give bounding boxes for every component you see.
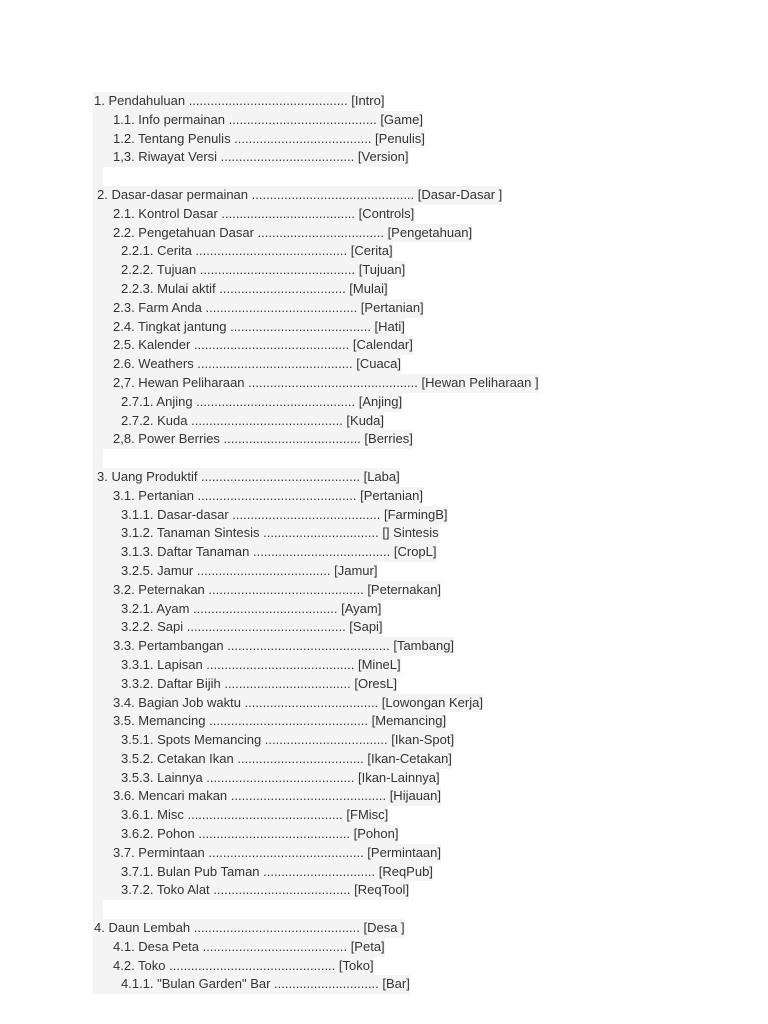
- toc-entry: [93, 825, 398, 844]
- toc-entry: [93, 336, 413, 355]
- toc-entry: [93, 111, 423, 130]
- toc-entry-text: 2,8. Power Berries ...................................... [Berries]: [113, 431, 413, 447]
- toc-entry-text: 1. Pendahuluan ............................................ [Intro]: [94, 93, 385, 108]
- toc-entry: [93, 374, 539, 393]
- toc-entry-text: 3.5.2. Cetakan Ikan ................................... [Ikan-Cetakan]: [121, 750, 452, 766]
- toc-entry: [93, 938, 385, 957]
- toc-entry: [93, 863, 433, 882]
- toc-entry: [93, 242, 393, 261]
- toc-entry: [93, 393, 402, 412]
- toc-entry-text: 3.1.2. Tanaman Sintesis ................................ [] Sintesis: [121, 525, 439, 541]
- toc-entry-text: 2.2.2. Tujuan ........................................... [Tujuan]: [121, 262, 406, 278]
- toc-entry: [93, 224, 472, 243]
- toc-entry-text: 2. Dasar-dasar permainan ............................................. [Dasar-Dasar ]: [97, 186, 503, 202]
- toc-entry: [93, 261, 405, 280]
- toc-entry-text: 2.6. Weathers ........................................... [Cuaca]: [113, 356, 402, 372]
- toc-entry-text: 3.6.2. Pohon .......................................... [Pohon]: [121, 826, 399, 842]
- toc-entry-text: 3.2.5. Jamur ..................................... [Jamur]: [121, 562, 378, 578]
- toc-entry: [93, 731, 454, 750]
- toc-entry-text: 3.6.1. Misc ........................................... [FMisc]: [121, 807, 389, 823]
- toc-entry: [93, 524, 439, 543]
- toc-entry-text: 4.1. Desa Peta ........................................ [Peta]: [113, 938, 385, 954]
- toc-entry: [93, 543, 437, 562]
- toc-entry-text: 2.7.1. Anjing ............................................ [Anjing]: [121, 393, 403, 409]
- toc-entry: [93, 205, 414, 224]
- toc-entry: [93, 506, 448, 525]
- toc-entry: [93, 769, 440, 788]
- toc-entry-text: 4.1.1. "Bulan Garden" Bar ............................. [Bar]: [121, 976, 410, 992]
- toc-entry-text: 2.1. Kontrol Dasar ..................................... [Controls]: [113, 205, 415, 221]
- toc-entry: [93, 148, 409, 167]
- toc-entry: [93, 919, 405, 938]
- toc-entry: [93, 637, 454, 656]
- toc-entry-text: 1.2. Tentang Penulis ...................................... [Penulis]: [113, 130, 425, 146]
- toc-entry: [93, 975, 410, 994]
- toc-entry-text: 3.5.3. Lainnya ......................................... [Ikan-Lainnya]: [121, 769, 440, 785]
- toc-entry-text: 3. Uang Produktif ............................................ [Laba]: [97, 468, 400, 484]
- toc-entry-text: 3.1.1. Dasar-dasar ......................................... [FarmingB]: [121, 506, 448, 522]
- toc-entry: [93, 787, 441, 806]
- toc-entry-text: 1.1. Info permainan ......................................... [Game]: [113, 111, 423, 127]
- toc-entry-text: 3.2.2. Sapi ............................................ [Sapi]: [121, 619, 383, 635]
- toc-entry: [93, 806, 388, 825]
- toc-entry: [93, 430, 413, 449]
- toc-entry-text: 3.7.2. Toko Alat ...................................... [ReqTool]: [121, 882, 410, 898]
- blank-line: [93, 449, 603, 468]
- toc-entry: [93, 468, 400, 487]
- toc-entry: [93, 562, 377, 581]
- toc-entry: [93, 712, 446, 731]
- toc-entry-text: 2.3. Farm Anda .......................................... [Pertanian]: [113, 299, 424, 315]
- toc-entry: [93, 694, 483, 713]
- toc-entry-text: 3.3. Pertambangan ............................................. [Tambang]: [113, 638, 455, 654]
- toc-entry-text: 3.2.1. Ayam ........................................ [Ayam]: [121, 600, 382, 616]
- toc-entry-text: 3.2. Peternakan ........................................... [Peternakan]: [113, 581, 442, 597]
- blank-line: [93, 900, 603, 919]
- toc-entry-text: 3.6. Mencari makan ........................................... [Hijauan]: [113, 788, 442, 804]
- toc-entry: [93, 92, 384, 111]
- toc-entry-text: 3.7.1. Bulan Pub Taman ............................... [ReqPub]: [121, 863, 433, 879]
- toc-entry: [93, 957, 374, 976]
- toc-entry: [93, 844, 441, 863]
- toc-entry: [93, 130, 425, 149]
- toc-entry: [93, 750, 452, 769]
- toc-entry-text: 3.7. Permintaan ........................................... [Permintaan]: [113, 844, 442, 860]
- toc-entry: [93, 280, 388, 299]
- toc-entry: [93, 355, 401, 374]
- toc-entry: [93, 487, 423, 506]
- toc-entry-text: 3.1. Pertanian ............................................ [Pertanian]: [113, 487, 423, 503]
- toc-entry: [93, 881, 409, 900]
- toc-entry-text: 2.7.2. Kuda .......................................... [Kuda]: [121, 412, 385, 428]
- toc-entry: [93, 318, 405, 337]
- blank-line-marker: [93, 900, 103, 919]
- blank-line-marker: [93, 449, 103, 468]
- blank-line: [93, 167, 603, 186]
- toc-entry: [93, 299, 424, 318]
- toc-entry: [93, 618, 383, 637]
- toc-entry: [93, 600, 381, 619]
- toc-entry-text: 2.2. Pengetahuan Dasar ................................... [Pengetahuan]: [113, 224, 473, 240]
- toc-entry-text: 2.5. Kalender ........................................... [Calendar]: [113, 337, 413, 353]
- toc-entry-text: 3.1.3. Daftar Tanaman ...................................... [CropL]: [121, 544, 437, 560]
- toc-entry: [93, 186, 502, 205]
- toc-entry-text: 2.2.3. Mulai aktif ................................... [Mulai]: [121, 280, 388, 296]
- toc-entry: [93, 656, 401, 675]
- toc-entry: [93, 581, 441, 600]
- toc-entry-text: 3.4. Bagian Job waktu ..................................... [Lowongan Kerja]: [113, 694, 483, 710]
- toc-entry-text: 4.2. Toko .............................................. [Toko]: [113, 957, 374, 973]
- toc-entry-text: 2.2.1. Cerita .......................................... [Cerita]: [121, 243, 393, 259]
- table-of-contents: [93, 92, 603, 994]
- toc-entry-text: 1,3. Riwayat Versi ..................................... [Version]: [113, 149, 409, 165]
- toc-entry-text: 2.4. Tingkat jantung ....................................... [Hati]: [113, 318, 405, 334]
- toc-entry: [93, 675, 397, 694]
- blank-line-marker: [93, 167, 103, 186]
- toc-entry-text: 3.5. Memancing ............................................ [Memancing]: [113, 713, 447, 729]
- toc-entry: [93, 412, 384, 431]
- toc-entry-text: 3.5.1. Spots Memancing .................................. [Ikan-Spot]: [121, 732, 455, 748]
- toc-entry-text: 4. Daun Lembah .............................................. [Desa ]: [94, 920, 405, 936]
- toc-entry-text: 2,7. Hewan Peliharaan ............................................... [Hewan Peliharaan ]: [113, 374, 539, 390]
- toc-entry-text: 3.3.2. Daftar Bijih ................................... [OresL]: [121, 675, 397, 691]
- toc-entry-text: 3.3.1. Lapisan ......................................... [MineL]: [121, 656, 401, 672]
